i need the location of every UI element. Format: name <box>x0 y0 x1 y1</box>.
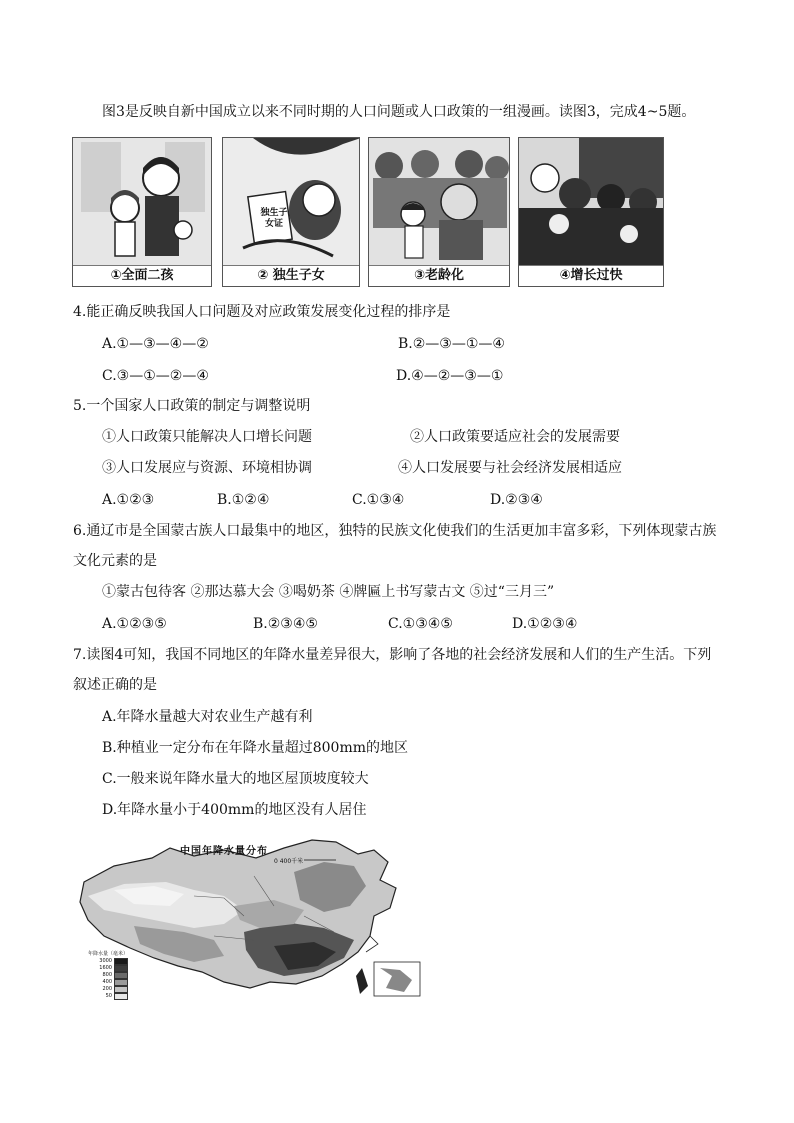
legend-row <box>88 958 138 964</box>
comic-panel-3 <box>368 137 510 287</box>
certificate-label: 独生子女证 <box>260 208 288 229</box>
q6-option-b: B.②③④⑤ <box>253 616 318 632</box>
comic-panel-1 <box>72 137 212 287</box>
q6-option-a: A.①②③⑤ <box>102 616 167 632</box>
legend-level: 200 <box>102 986 112 992</box>
aging-illustration <box>369 138 510 268</box>
one-child-illustration <box>223 138 360 268</box>
q5-option-c: C.①③④ <box>352 492 405 508</box>
legend-swatch <box>114 972 128 979</box>
map-title: 中国年降水量分布 <box>180 846 268 857</box>
comic-panel-2 <box>222 137 360 287</box>
legend-level: 800 <box>102 972 112 978</box>
q5-option-d: D.②③④ <box>490 492 543 508</box>
q4-stem: 4.能正确反映我国人口问题及对应政策发展变化过程的排序是 <box>73 304 451 320</box>
rapid-growth-illustration <box>519 138 664 268</box>
q5-stem: 5.一个国家人口政策的制定与调整说明 <box>73 398 311 414</box>
q4-option-b: B.②—③—①—④ <box>398 336 505 352</box>
comic-panel-4 <box>518 137 664 287</box>
legend-swatch <box>114 993 128 1000</box>
q5-option-a: A.①②③ <box>102 492 155 508</box>
q7-option-b: B.种植业一定分布在年降水量超过800mm的地区 <box>102 740 409 756</box>
map-scale: 0 400千米 <box>274 858 304 865</box>
map-legend <box>88 950 138 999</box>
legend-swatch <box>114 979 128 986</box>
q5-statement-2: ②人口政策要适应社会的发展需要 <box>410 429 620 445</box>
comic-caption-4: ④增长过快 <box>519 265 663 286</box>
legend-level: 3000 <box>99 958 112 964</box>
legend-level: 1600 <box>99 965 112 971</box>
q6-items: ①蒙古包待客 ②那达慕大会 ③喝奶茶 ④牌匾上书写蒙古文 ⑤过“三月三” <box>102 584 555 600</box>
q7-stem-line2: 叙述正确的是 <box>73 677 157 693</box>
figure-4-precipitation-map <box>74 836 426 1000</box>
q6-stem-line2: 文化元素的是 <box>73 553 157 569</box>
legend-row <box>88 965 138 971</box>
q6-option-c: C.①③④⑤ <box>388 616 453 632</box>
legend-level: 400 <box>102 979 112 985</box>
comic-caption-1: ①全面二孩 <box>73 265 211 286</box>
family-illustration <box>73 138 212 268</box>
q7-option-c: C.一般来说年降水量大的地区屋顶坡度较大 <box>102 771 369 787</box>
legend-swatch <box>114 958 128 965</box>
q5-statement-4: ④人口发展要与社会经济发展相适应 <box>398 460 622 476</box>
legend-level: 50 <box>105 993 112 999</box>
q7-stem-line1: 7.读图4可知，我国不同地区的年降水量差异很大，影响了各地的社会经济发展和人们的生产生活。下列 <box>73 647 712 663</box>
q5-statement-3: ③人口发展应与资源、环境相协调 <box>102 460 312 476</box>
q5-option-b: B.①②④ <box>217 492 270 508</box>
q7-option-d: D.年降水量小于400mm的地区没有人居住 <box>102 802 367 818</box>
q4-option-a: A.①—③—④—② <box>102 336 209 352</box>
legend-title: 年降水量（毫米） <box>88 951 129 957</box>
q4-option-d: D.④—②—③—① <box>396 368 504 384</box>
q6-stem-line1: 6.通辽市是全国蒙古族人口最集中的地区，独特的民族文化使我们的生活更加丰富多彩，下列体现蒙古族 <box>73 523 717 539</box>
comic-caption-3: ③老龄化 <box>369 265 509 286</box>
q4-option-c: C.③—①—②—④ <box>102 368 209 384</box>
q6-option-d: D.①②③④ <box>512 616 578 632</box>
comic-caption-2: ② 独生子女 <box>223 265 359 286</box>
q5-statement-1: ①人口政策只能解决人口增长问题 <box>102 429 312 445</box>
q7-option-a: A.年降水量越大对农业生产越有利 <box>102 709 313 725</box>
legend-row <box>88 986 138 992</box>
legend-row <box>88 972 138 978</box>
legend-swatch <box>114 965 128 972</box>
figure-3-comics <box>72 137 664 287</box>
legend-row <box>88 979 138 985</box>
legend-swatch <box>114 986 128 993</box>
legend-row <box>88 993 138 999</box>
intro-text: 图3是反映自新中国成立以来不同时期的人口问题或人口政策的一组漫画。读图3，完成4~5题。 <box>102 104 696 120</box>
